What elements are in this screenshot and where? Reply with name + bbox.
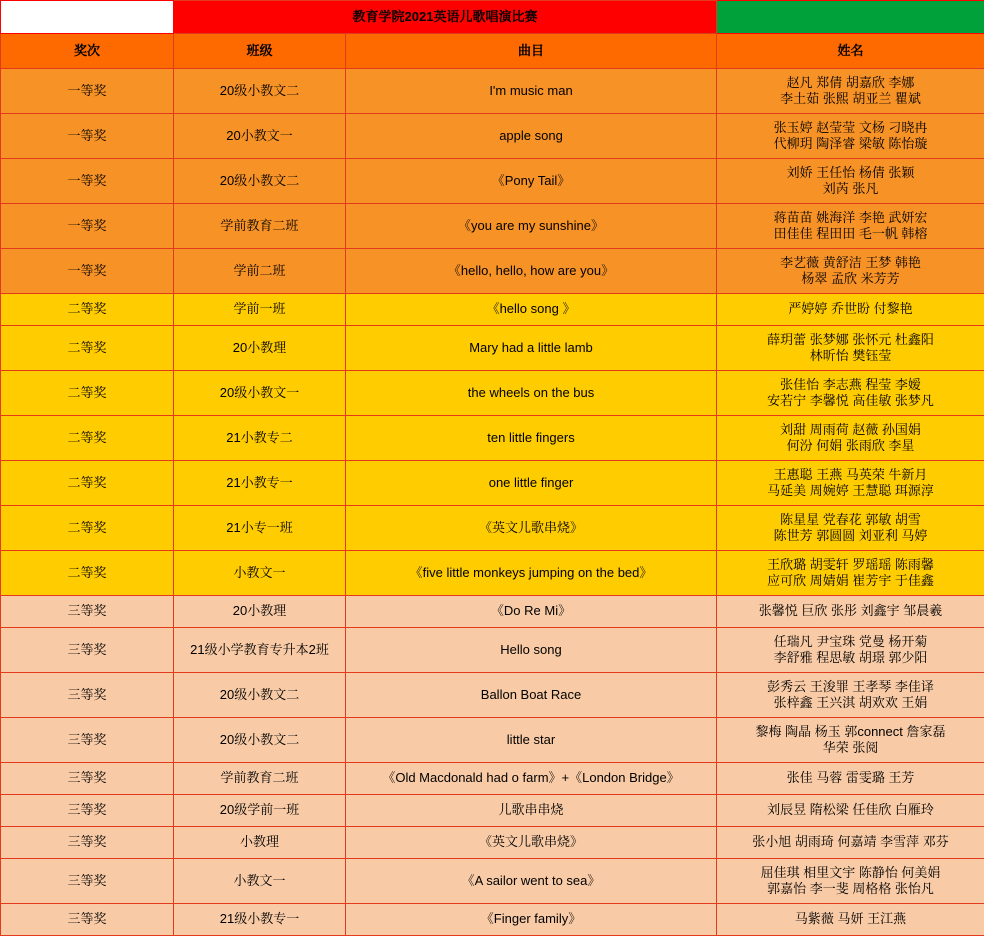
name-line: 陈星星 党春花 郭敏 胡雪: [720, 512, 981, 528]
table-row: [1, 596, 984, 628]
cell-class: 20小教理: [174, 596, 346, 628]
cell-names: [717, 416, 984, 461]
cell-class: 小教文一: [174, 551, 346, 596]
cell-song: 《Finger family》: [346, 904, 717, 936]
cell-award: 二等奖: [1, 326, 174, 371]
name-line: 郭嘉怡 李一斐 周格格 张怡凡: [720, 881, 981, 897]
cell-award: 一等奖: [1, 204, 174, 249]
cell-song: ten little fingers: [346, 416, 717, 461]
name-line: 张佳怡 李志燕 程莹 李嫒: [720, 377, 981, 393]
table-row: [1, 69, 984, 114]
table-row: [1, 371, 984, 416]
name-line: 屈佳琪 相里文宇 陈静怡 何美娟: [720, 865, 981, 881]
name-line: 刘甜 周雨荷 赵薇 孙国娟: [720, 422, 981, 438]
cell-names: [717, 114, 984, 159]
table-row: [1, 159, 984, 204]
cell-song: 儿歌串串烧: [346, 795, 717, 827]
cell-song: Mary had a little lamb: [346, 326, 717, 371]
cell-award: 三等奖: [1, 596, 174, 628]
name-line: 张小旭 胡雨琦 何嘉靖 李雪萍 邓芬: [720, 834, 981, 850]
cell-award: 三等奖: [1, 904, 174, 936]
name-line: 安若宁 李馨悦 高佳敏 张梦凡: [720, 393, 981, 409]
cell-names: [717, 326, 984, 371]
name-line: 应可欣 周婧娟 崔芳宇 于佳鑫: [720, 573, 981, 589]
name-line: 刘芮 张凡: [720, 181, 981, 197]
name-line: 薛玥蕾 张梦娜 张怀元 杜鑫阳: [720, 332, 981, 348]
name-line: 代柳玥 陶泽睿 梁敏 陈怡璇: [720, 136, 981, 152]
cell-song: 《you are my sunshine》: [346, 204, 717, 249]
cell-song: 《英文儿歌串烧》: [346, 506, 717, 551]
cell-song: one little finger: [346, 461, 717, 506]
cell-names: [717, 628, 984, 673]
cell-song: 《英文儿歌串烧》: [346, 827, 717, 859]
name-line: 刘辰昱 隋松梁 任佳欣 白雁玲: [720, 802, 981, 818]
cell-song: 《Do Re Mi》: [346, 596, 717, 628]
cell-song: 《Old Macdonald had o farm》+《London Bridge》: [346, 763, 717, 795]
cell-class: 21级小学教育专升本2班: [174, 628, 346, 673]
cell-names: [717, 371, 984, 416]
table-row: [1, 718, 984, 763]
cell-class: 学前二班: [174, 249, 346, 294]
cell-names: [717, 859, 984, 904]
cell-class: 学前教育二班: [174, 763, 346, 795]
name-line: 蒋苗苗 姚海洋 李艳 武妍宏: [720, 210, 981, 226]
title-left-spacer: [1, 1, 174, 34]
cell-song: I'm music man: [346, 69, 717, 114]
cell-award: 二等奖: [1, 506, 174, 551]
cell-names: [717, 204, 984, 249]
cell-class: 20级小教文二: [174, 673, 346, 718]
table-row: [1, 827, 984, 859]
cell-award: 三等奖: [1, 718, 174, 763]
name-line: 张馨悦 巨欣 张彤 刘鑫宇 邹晨羲: [720, 603, 981, 619]
name-line: 彭秀云 王浚罪 王孝琴 李佳译: [720, 679, 981, 695]
column-header-class: 班级: [174, 34, 346, 69]
cell-names: [717, 795, 984, 827]
name-line: 何汾 何娟 张雨欣 李星: [720, 438, 981, 454]
name-line: 张玉婷 赵莹莹 文杨 刁晓冉: [720, 120, 981, 136]
name-line: 陈世芳 郭圆圆 刘亚利 马婷: [720, 528, 981, 544]
cell-award: 二等奖: [1, 551, 174, 596]
cell-names: [717, 294, 984, 326]
cell-class: 学前教育二班: [174, 204, 346, 249]
cell-class: 20小教理: [174, 326, 346, 371]
name-line: 赵凡 郑倩 胡嘉欣 李娜: [720, 75, 981, 91]
name-line: 田佳佳 程田田 毛一帆 韩榕: [720, 226, 981, 242]
name-line: 华荣 张阅: [720, 740, 981, 756]
cell-names: [717, 551, 984, 596]
name-line: 李舒雅 程思敏 胡璟 郭少阳: [720, 650, 981, 666]
header-row: [1, 34, 984, 69]
cell-award: 二等奖: [1, 461, 174, 506]
table-row: [1, 904, 984, 936]
cell-names: [717, 763, 984, 795]
cell-song: Hello song: [346, 628, 717, 673]
cell-song: Ballon Boat Race: [346, 673, 717, 718]
name-line: 王惠聪 王燕 马英荣 牛新月: [720, 467, 981, 483]
table-row: [1, 114, 984, 159]
table-row: [1, 673, 984, 718]
column-header-award: 奖次: [1, 34, 174, 69]
cell-class: 21小专一班: [174, 506, 346, 551]
cell-class: 21小教专二: [174, 416, 346, 461]
cell-award: 三等奖: [1, 628, 174, 673]
cell-names: [717, 506, 984, 551]
table-row: [1, 628, 984, 673]
name-line: 任瑞凡 尹宝珠 党曼 杨开菊: [720, 634, 981, 650]
name-line: 王欣璐 胡雯轩 罗瑶瑶 陈雨馨: [720, 557, 981, 573]
cell-song: 《five little monkeys jumping on the bed》: [346, 551, 717, 596]
cell-award: 三等奖: [1, 827, 174, 859]
name-line: 张梓鑫 王兴淇 胡欢欢 王娟: [720, 695, 981, 711]
name-line: 马紫薇 马妍 王江燕: [720, 911, 981, 927]
table-row: [1, 326, 984, 371]
table-row: [1, 795, 984, 827]
cell-class: 20小教文一: [174, 114, 346, 159]
cell-award: 一等奖: [1, 69, 174, 114]
table-row: [1, 294, 984, 326]
table-row: [1, 204, 984, 249]
cell-names: [717, 827, 984, 859]
name-line: 马延美 周婉婷 王慧聪 珥源淳: [720, 483, 981, 499]
cell-song: 《hello, hello, how are you》: [346, 249, 717, 294]
title-right-spacer: [717, 1, 984, 34]
cell-award: 二等奖: [1, 294, 174, 326]
cell-names: [717, 249, 984, 294]
cell-award: 二等奖: [1, 371, 174, 416]
name-line: 李土茹 张熙 胡亚兰 瞿斌: [720, 91, 981, 107]
document-title: 教育学院2021英语儿歌唱演比赛: [174, 1, 717, 34]
column-header-names: 姓名: [717, 34, 984, 69]
cell-class: 20级小教文一: [174, 371, 346, 416]
cell-names: [717, 596, 984, 628]
cell-class: 21小教专一: [174, 461, 346, 506]
name-line: 杨翠 孟欣 米芳芳: [720, 271, 981, 287]
table-row: [1, 551, 984, 596]
name-line: 黎梅 陶晶 杨玉 郭connect 詹家磊: [720, 724, 981, 740]
name-line: 林昕怡 樊钰莹: [720, 348, 981, 364]
name-line: 李艺薇 黄舒洁 王梦 韩艳: [720, 255, 981, 271]
cell-song: little star: [346, 718, 717, 763]
cell-class: 小教理: [174, 827, 346, 859]
cell-award: 一等奖: [1, 114, 174, 159]
cell-award: 三等奖: [1, 763, 174, 795]
table-row: [1, 461, 984, 506]
name-line: 严婷婷 乔世盼 付黎艳: [720, 301, 981, 317]
column-header-song: 曲目: [346, 34, 717, 69]
cell-song: 《Pony Tail》: [346, 159, 717, 204]
cell-names: [717, 69, 984, 114]
table-body: [1, 1, 984, 936]
table-row: [1, 416, 984, 461]
title-row: [1, 1, 984, 34]
cell-award: 二等奖: [1, 416, 174, 461]
cell-names: [717, 461, 984, 506]
cell-names: [717, 673, 984, 718]
cell-names: [717, 718, 984, 763]
cell-award: 三等奖: [1, 795, 174, 827]
table-row: [1, 249, 984, 294]
cell-names: [717, 904, 984, 936]
cell-song: 《A sailor went to sea》: [346, 859, 717, 904]
cell-class: 20级小教文二: [174, 69, 346, 114]
cell-class: 学前一班: [174, 294, 346, 326]
cell-award: 一等奖: [1, 159, 174, 204]
cell-song: 《hello song 》: [346, 294, 717, 326]
cell-song: the wheels on the bus: [346, 371, 717, 416]
cell-class: 20级学前一班: [174, 795, 346, 827]
cell-class: 21级小教专一: [174, 904, 346, 936]
cell-award: 一等奖: [1, 249, 174, 294]
cell-award: 三等奖: [1, 859, 174, 904]
table-row: [1, 859, 984, 904]
cell-names: [717, 159, 984, 204]
cell-song: apple song: [346, 114, 717, 159]
cell-award: 三等奖: [1, 673, 174, 718]
cell-class: 20级小教文二: [174, 159, 346, 204]
name-line: 刘娇 王任怡 杨倩 张颖: [720, 165, 981, 181]
table-row: [1, 506, 984, 551]
table-row: [1, 763, 984, 795]
cell-class: 小教文一: [174, 859, 346, 904]
name-line: 张佳 马蓉 雷雯璐 王芳: [720, 770, 981, 786]
cell-class: 20级小教文二: [174, 718, 346, 763]
